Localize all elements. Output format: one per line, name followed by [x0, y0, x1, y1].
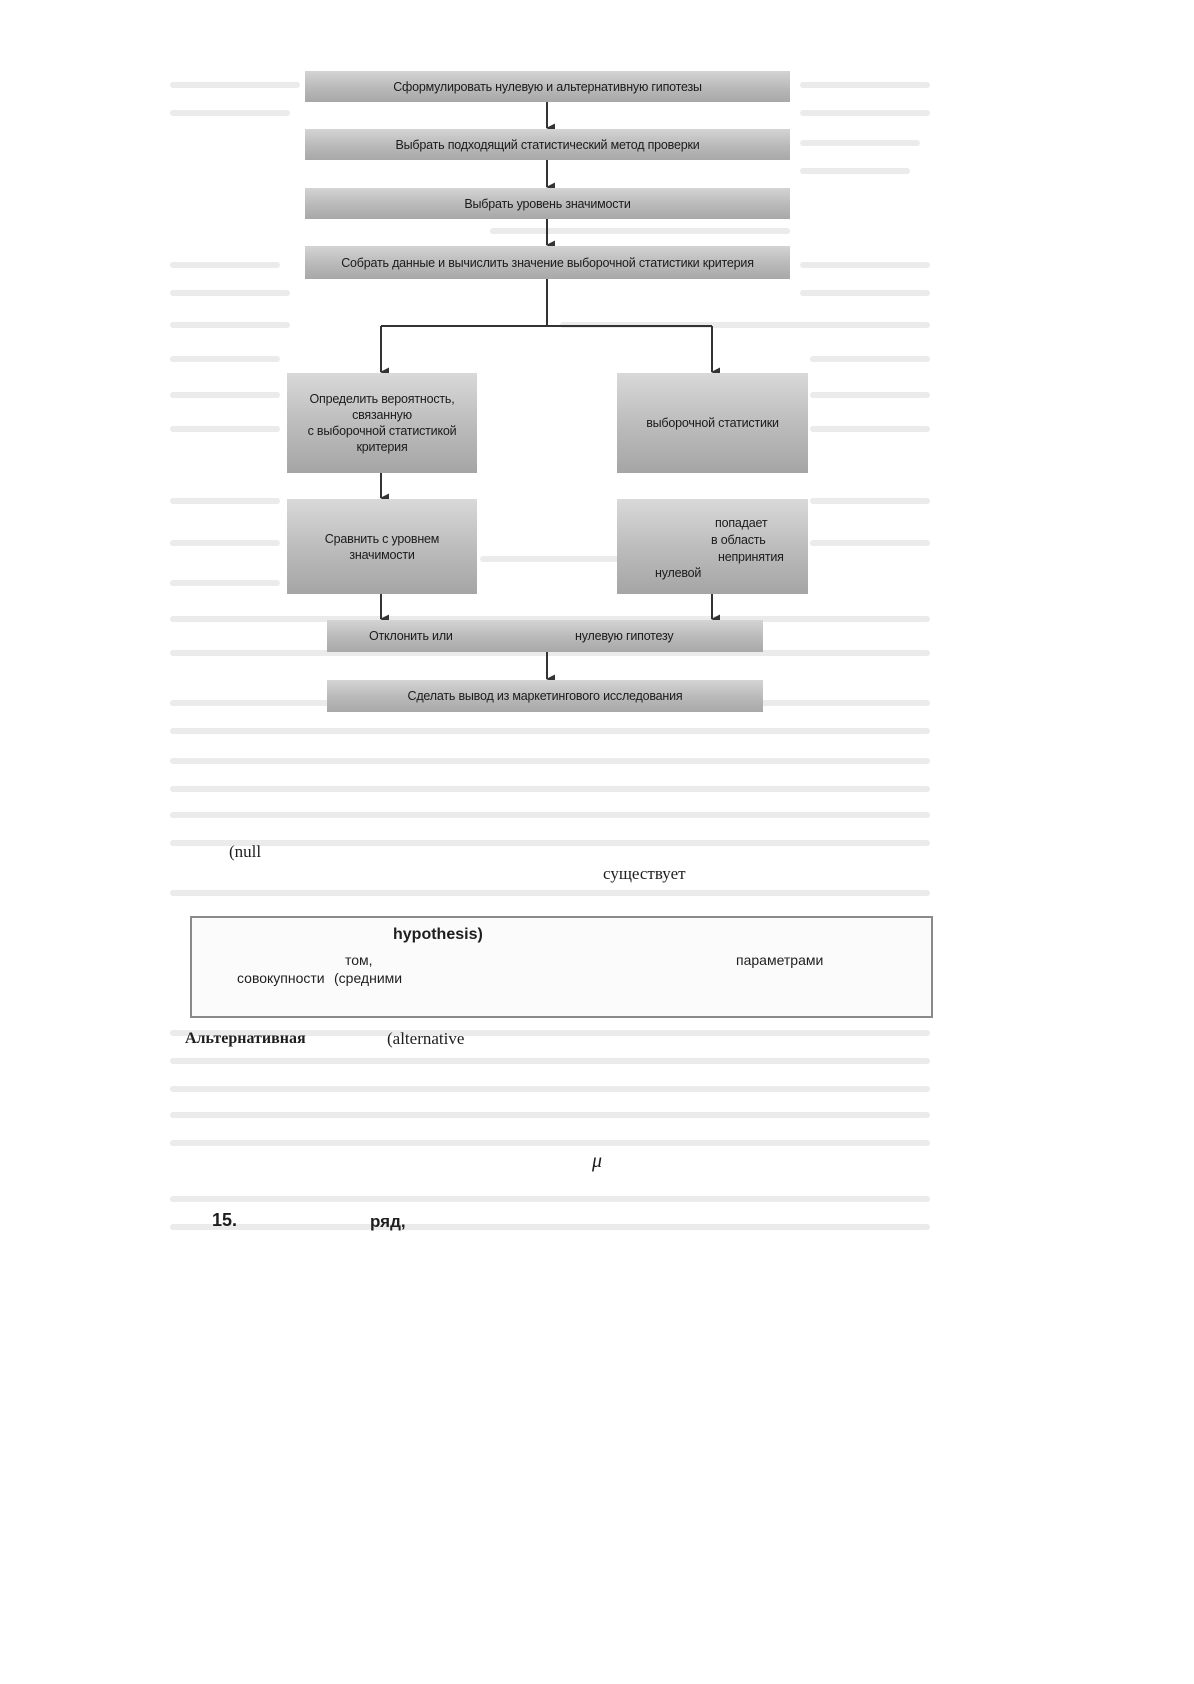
step-select-method: Выбрать подходящий статистический метод проверки — [305, 129, 790, 160]
text-population: совокупности — [237, 970, 325, 986]
text-null-paren: (null — [229, 842, 262, 861]
reject-part2: нулевую гипотезу — [575, 629, 674, 643]
reject-part1: Отклонить или — [369, 629, 453, 643]
box-determine-probability-line3: с выборочной статистикой — [307, 424, 457, 438]
step-draw-conclusion: Сделать вывод из маркетингового исследования — [327, 680, 763, 712]
text-mu: μ — [592, 1150, 603, 1172]
section-number: 15. — [212, 1210, 238, 1230]
box-determine-probability-line4: критерия — [356, 440, 408, 454]
box-determine-probability — [287, 373, 477, 473]
box-compare-line1: Сравнить с уровнем — [324, 531, 440, 546]
text-alternative-paren: (alternative — [387, 1029, 465, 1048]
step-formulate-hypotheses: Сформулировать нулевую и альтернативную гипотезы — [305, 71, 790, 102]
text-means: (средними — [334, 970, 403, 986]
rejection-region-line1: попадает — [715, 516, 768, 530]
box-rejection-region — [617, 499, 808, 594]
text-hypothesis: hypothesis) — [393, 926, 483, 943]
text-parameters: параметрами — [736, 952, 824, 968]
box-determine-probability-line2: связанную — [352, 408, 412, 422]
text-tom: том, — [345, 952, 373, 968]
text-exists: существует — [603, 864, 686, 883]
definition-box — [190, 916, 933, 1018]
step-collect-data: Собрать данные и вычислить значение выборочной статистики критерия — [305, 246, 790, 279]
rejection-region-line3: непринятия — [718, 550, 784, 564]
text-ryad: ряд, — [370, 1212, 406, 1231]
box-determine-probability-line1: Определить вероятность, — [309, 392, 455, 406]
rejection-region-line4: нулевой — [655, 566, 702, 580]
box-compare-significance — [287, 499, 477, 594]
rejection-region-line2: в область — [711, 533, 766, 547]
box-sample-statistic: выборочной статистики — [617, 373, 808, 473]
step-reject-or-accept — [327, 620, 763, 652]
step-select-significance: Выбрать уровень значимости — [305, 188, 790, 219]
text-alternative-bold: Альтернативная — [185, 1030, 306, 1047]
box-compare-line2: значимости — [349, 547, 415, 562]
